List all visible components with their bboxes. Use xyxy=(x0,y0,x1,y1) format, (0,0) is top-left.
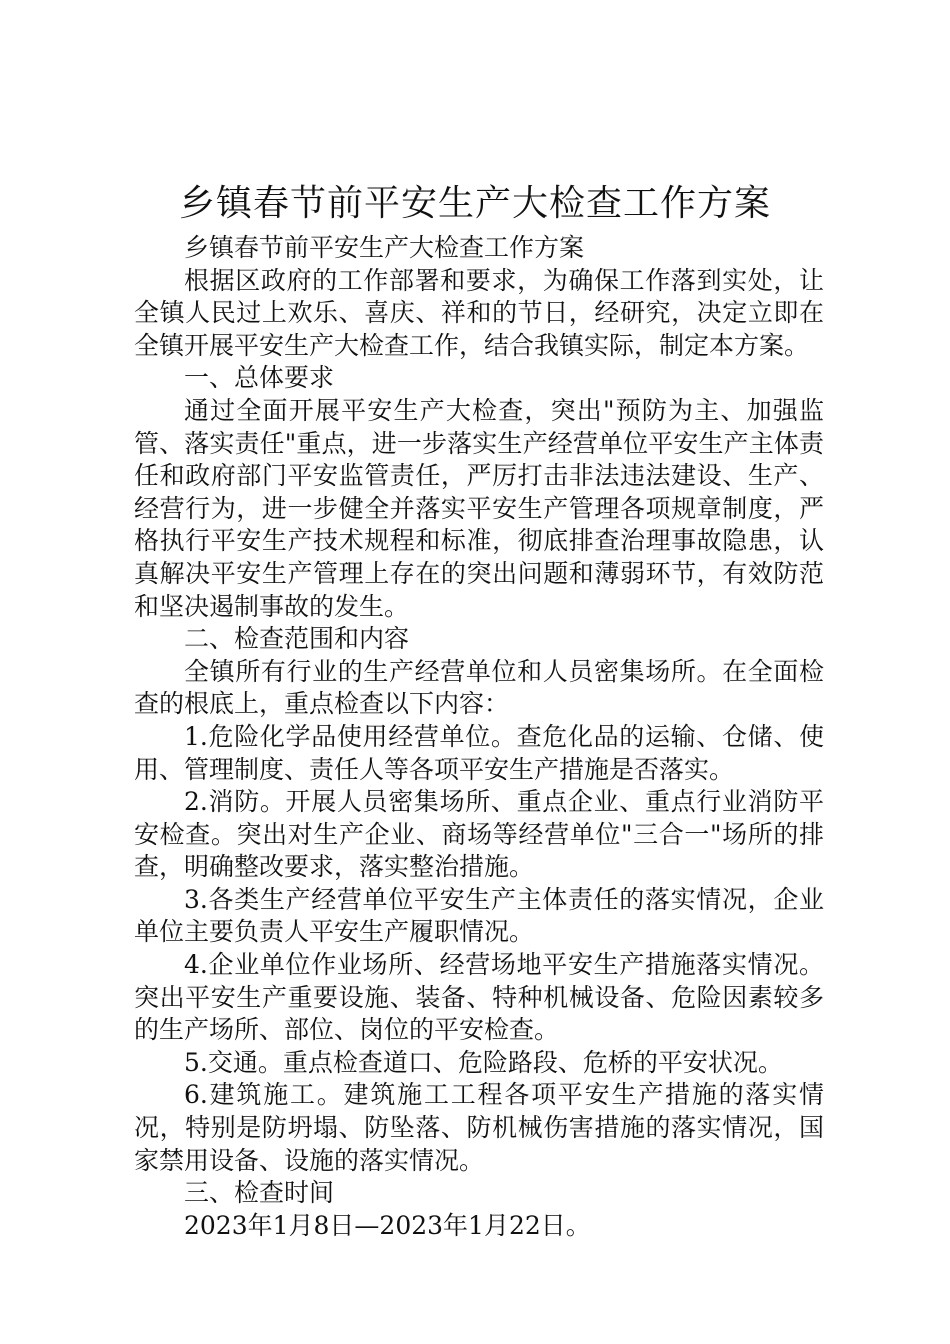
list-item-fire: 2.消防。开展人员密集场所、重点企业、重点行业消防平安检查。突出对生产企业、商场等经营单位"三合一"场所的排查，明确整改要求，落实整治措施。 xyxy=(134,787,824,882)
paragraph-intro: 根据区政府的工作部署和要求，为确保工作落到实处，让全镇人民过上欢乐、喜庆、祥和的节日，经研究，决定立即在全镇开展平安生产大检查工作，结合我镇实际，制定本方案。 xyxy=(134,265,824,360)
list-item-responsibility: 3.各类生产经营单位平安生产主体责任的落实情况，企业单位主要负责人平安生产履职情况。 xyxy=(134,884,824,947)
paragraph-subtitle: 乡镇春节前平安生产大检查工作方案 xyxy=(184,233,585,262)
paragraph-time: 2023年1月8日—2023年1月22日。 xyxy=(184,1210,591,1240)
paragraph-scope: 全镇所有行业的生产经营单位和人员密集场所。在全面检查的根底上，重点检查以下内容： xyxy=(134,656,824,719)
list-item-traffic: 5.交通。重点检查道口、危险路段、危桥的平安状况。 xyxy=(184,1047,783,1077)
list-item-chemicals: 1.危险化学品使用经营单位。查危化品的运输、仓储、使用、管理制度、责任人等各项平安生产措施是否落实。 xyxy=(134,721,824,784)
list-item-worksite: 4.企业单位作业场所、经营场地平安生产措施落实情况。突出平安生产重要设施、装备、特种机械设备、危险因素较多的生产场所、部位、岗位的平安检查。 xyxy=(134,950,824,1045)
section-heading-time: 三、检查时间 xyxy=(184,1178,335,1208)
list-item-construction: 6.建筑施工。建筑施工工程各项平安生产措施的落实情况，特别是防坍塌、防坠落、防机械伤害措施的落实情况，国家禁用设备、设施的落实情况。 xyxy=(134,1080,824,1175)
section-heading-scope: 二、检查范围和内容 xyxy=(184,624,410,654)
document-title: 乡镇春节前平安生产大检查工作方案 xyxy=(178,183,771,224)
paragraph-general: 通过全面开展平安生产大检查，突出"预防为主、加强监管、落实责任"重点，进一步落实生产经营单位平安生产主体责任和政府部门平安监管责任，严厉打击非法违法建设、生产、经营行为，进一步健全并落实平安生产管理各项规章制度，严格执行平安生产技术规程和标准，彻底排查治理事故隐患，认真解决平安生产管理上存在的突出问题和薄弱环节，有效防范和坚决遏制事故的发生。 xyxy=(134,395,824,621)
document-body xyxy=(134,232,824,1242)
section-heading-general: 一、总体要求 xyxy=(184,363,335,393)
